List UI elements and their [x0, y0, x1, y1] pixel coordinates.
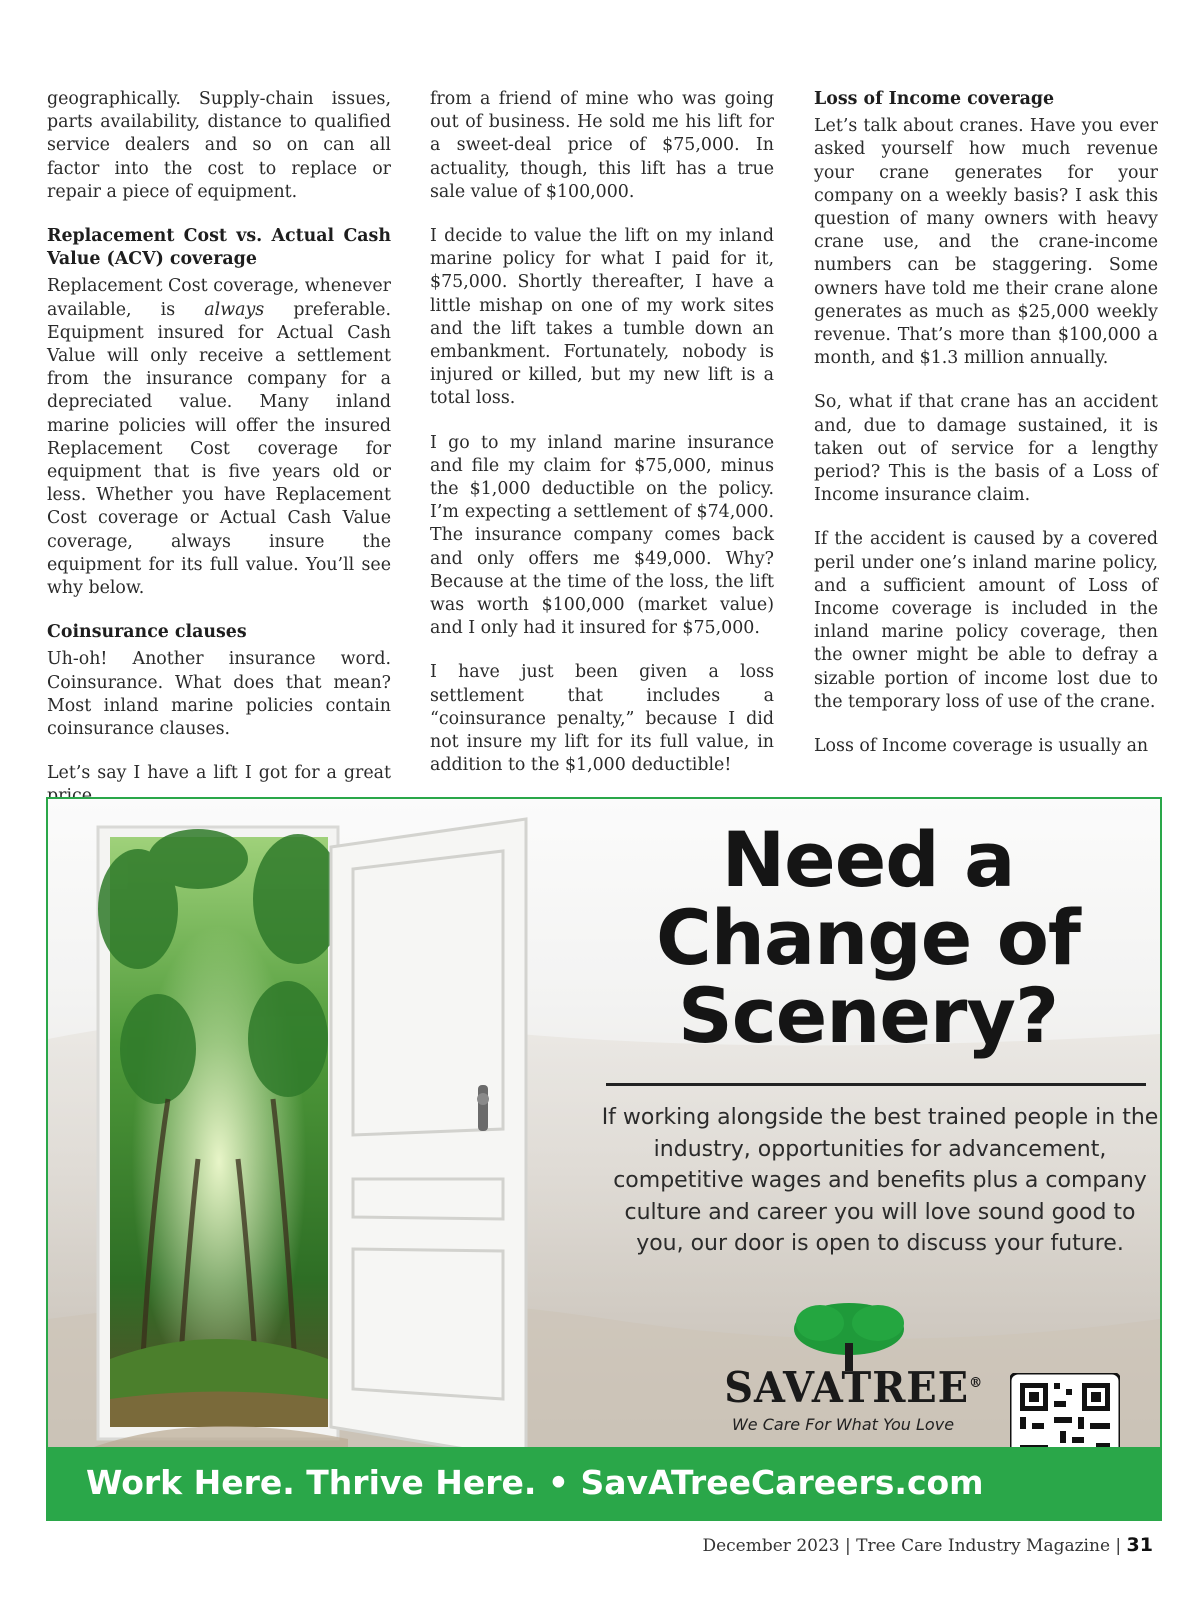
- emphasis-always: always: [204, 299, 265, 320]
- brand-tagline: We Care For What You Love: [731, 1415, 955, 1434]
- footer-text: December 2023 | Tree Care Industry Magazine |: [702, 1536, 1122, 1556]
- paragraph: I have just been given a loss settlement that includes a “coinsurance penalty,” because I did not insure my lift for its full value, in addition to the $1,000 deductible!: [430, 662, 774, 776]
- registered-mark: ®: [969, 1375, 984, 1391]
- ad-body-text: If working alongside the best trained people in the industry, opportunities for advancement, competitive wages and benefits plus a company culture and career you will love sound good to you, our door is open to discuss your future.: [601, 1105, 1159, 1256]
- paragraph: geographically. Supply-chain issues, parts availability, distance to qualified service dealers and so on can all factor into the cost to replace or repair a piece of equipment.: [47, 89, 391, 202]
- article-column-1: [47, 88, 391, 830]
- headline-line: Scenery?: [677, 971, 1059, 1060]
- section-heading-replacement-cost: Replacement Cost vs. Actual Cash Value (ACV) coverage: [47, 226, 391, 270]
- paragraph: I go to my inland marine insurance and file my claim for $75,000, minus the $1,000 deductible on the policy. I’m expecting a settlement of $74,000. The insurance company comes back and only offers me $49,000. Why? Because at the time of the loss, the lift was worth $100,000 (market value) and I only had it insured for $75,000.: [430, 432, 774, 639]
- brand-name: SAVATREE: [724, 1363, 970, 1412]
- page-footer: [702, 1534, 1153, 1556]
- paragraph: from a friend of mine who was going out of business. He sold me his lift for a sweet-deal price of $75,000. In actuality, though, this lift has a true sale value of $100,000.: [430, 89, 774, 202]
- page-number: 31: [1126, 1534, 1153, 1556]
- paragraph: Let’s talk about cranes. Have you ever asked yourself how much revenue your crane generates for your company on a weekly basis? I ask this question of many owners with heavy crane use, and the crane-income numbers can be staggering. Some owners have told me their crane alone generates as much as $25,000 weekly revenue. That’s more than $100,000 a month, and $1.3 million annually.: [814, 116, 1158, 369]
- headline-line: Change of: [656, 893, 1080, 982]
- section-heading-loss-of-income: Loss of Income coverage: [814, 89, 1055, 109]
- paragraph: I decide to value the lift on my inland marine policy for what I paid for it, $75,000. Shortly thereafter, I have a little mishap on one of my work sites and the lift takes a tumble down an embankment. Fortunately, nobody is injured or killed, but my new lift is a total loss.: [430, 226, 774, 409]
- paragraph: Uh-oh! Another insurance word. Coinsurance. What does that mean? Most inland marine policies contain coinsurance clauses.: [47, 649, 391, 740]
- article-column-2: [430, 88, 774, 798]
- ad-headline: [588, 815, 1148, 1060]
- paragraph: Let’s say I have a lift I got for a great: [47, 763, 391, 784]
- paragraph: If the accident is caused by a covered peril under one’s inland marine policy, and a sufficient amount of Loss of Income coverage is included in the inland marine policy coverage, then the owner might be able to defray a sizable portion of income lost due to the temporary loss of use of the crane.: [814, 529, 1158, 712]
- article-column-3: [814, 88, 1158, 779]
- headline-divider: [606, 1083, 1146, 1086]
- savatree-careers-ad[interactable]: [46, 797, 1162, 1521]
- paragraph: So, what if that crane has an accident and, due to damage sustained, it is taken out of service for a lengthy period? This is the basis of a Loss of Income insurance claim.: [814, 392, 1158, 506]
- section-heading-coinsurance: Coinsurance clauses: [47, 622, 247, 643]
- paragraph: Loss of Income coverage is usually an: [814, 736, 1149, 757]
- paragraph: Replacement Cost coverage, whenever available, is always preferable. Equipment insured for Actual Cash Value will only receive a settlement from the insurance company for a depreciated value. Many inland marine policies will offer the insured Replacement Cost coverage for equipment that is five years old or less. Whether you have Replacement Cost coverage or Actual Cash Value coverage, always insure the equipment for its full value. You’ll see why below.: [47, 276, 391, 599]
- headline-line: Need a: [721, 815, 1015, 904]
- savatree-logo: [718, 1360, 984, 1434]
- careers-banner[interactable]: Work Here. Thrive Here. • SavATreeCareers.com: [48, 1447, 1160, 1519]
